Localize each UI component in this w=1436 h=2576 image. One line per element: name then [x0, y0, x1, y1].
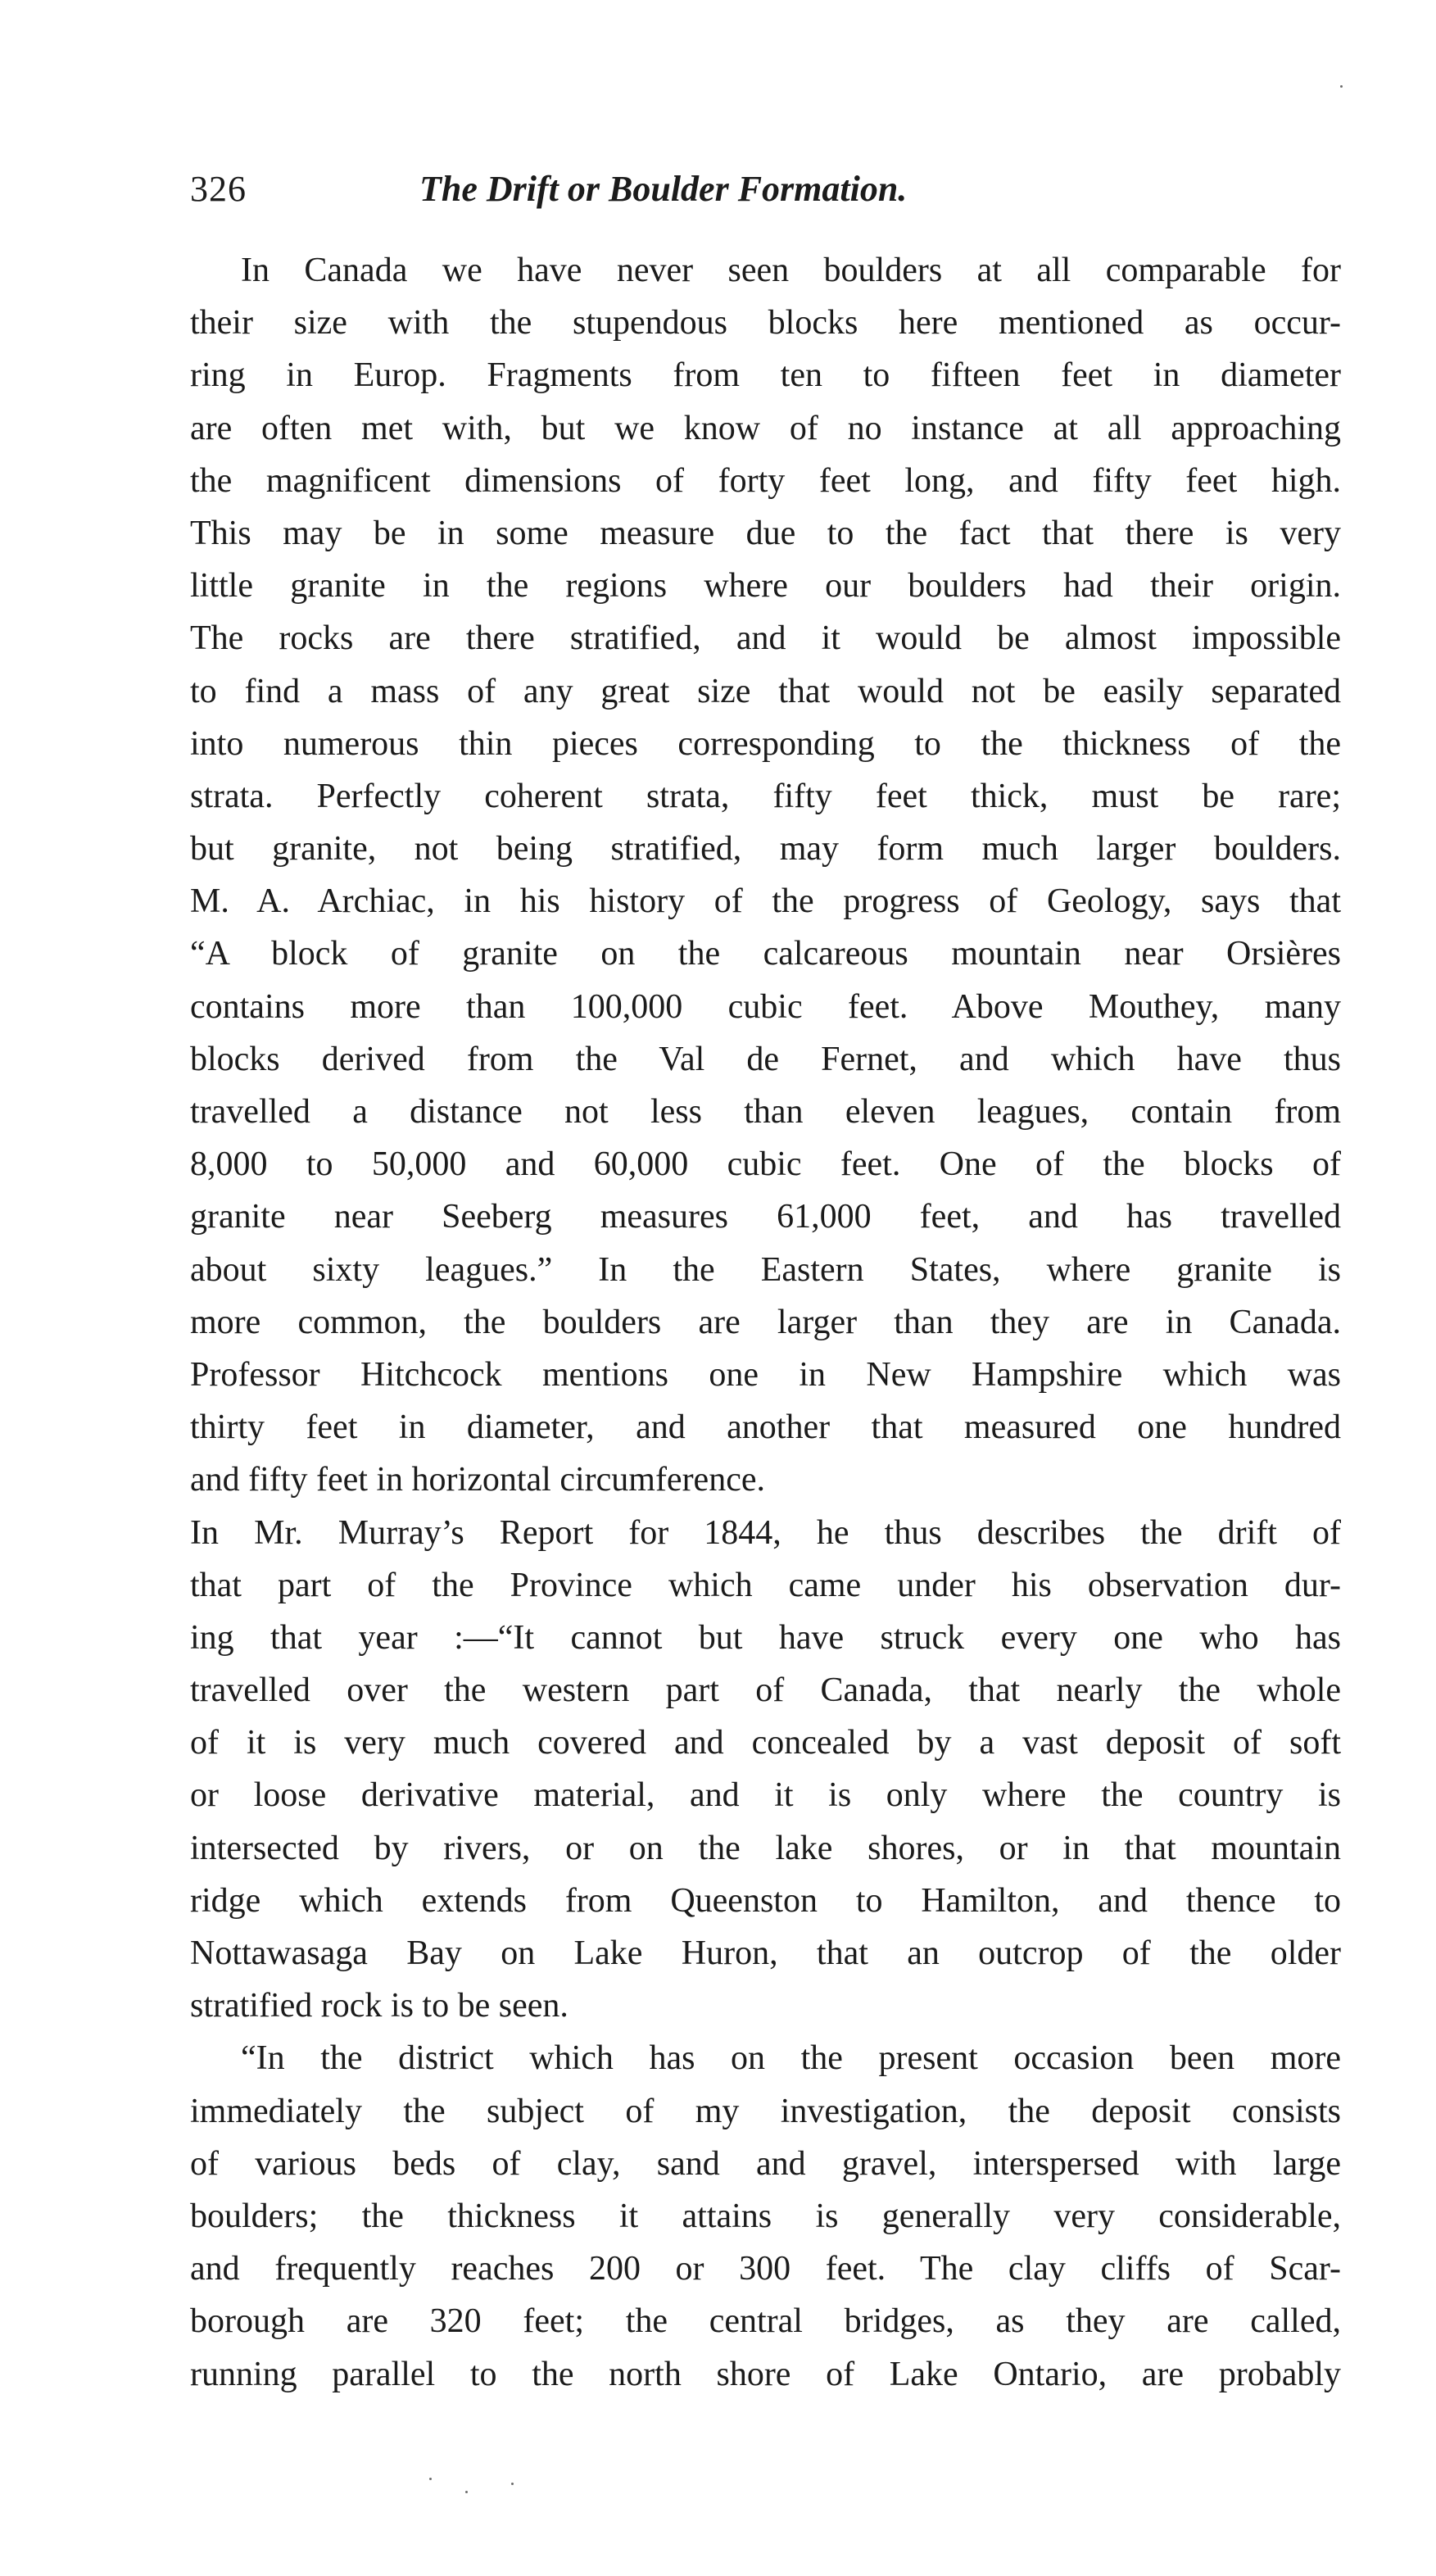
- text-line: stratified rock is to be seen.: [190, 1987, 569, 2025]
- text-line: ring in Europ. Fragments from ten to fifteen feet in diameter: [190, 356, 1341, 395]
- text-line: into numerous thin pieces corresponding to the thickness of the: [190, 724, 1341, 763]
- text-line: immediately the subject of my investigation, the deposit consists: [190, 2092, 1341, 2130]
- print-speck: [465, 2491, 468, 2493]
- text-line: 8,000 to 50,000 and 60,000 cubic feet. One of the blocks of: [190, 1145, 1341, 1184]
- text-line: to find a mass of any great size that would not be easily separated: [190, 672, 1341, 710]
- running-head: [190, 161, 1337, 218]
- text-line: the magnificent dimensions of forty feet long, and fifty feet high.: [190, 461, 1341, 500]
- text-line: of it is very much covered and concealed by a vast deposit of soft: [190, 1724, 1341, 1762]
- paragraph-murray-report: [190, 1507, 1341, 2033]
- text-line: of various beds of clay, sand and gravel, interspersed with large: [190, 2144, 1341, 2183]
- text-line: and frequently reaches 200 or 300 feet. The clay cliffs of Scar-: [190, 2250, 1341, 2288]
- paragraph-boulders-canada: [190, 244, 1341, 1507]
- text-line: travelled a distance not less than eleven leagues, contain from: [190, 1093, 1341, 1131]
- text-line: their size with the stupendous blocks here mentioned as occur-: [190, 304, 1341, 342]
- text-line: strata. Perfectly coherent strata, fifty feet thick, must be rare;: [190, 777, 1341, 815]
- text-line: boulders; the thickness it attains is generally very considerable,: [190, 2197, 1341, 2235]
- text-line: and fifty feet in horizontal circumference.: [190, 1461, 765, 1499]
- text-line: “A block of granite on the calcareous mountain near Orsières: [190, 935, 1341, 973]
- text-line: ing that year :—“It cannot but have struck every one who has: [190, 1618, 1341, 1657]
- text-line: In Mr. Murray’s Report for 1844, he thus describes the drift of: [190, 1513, 1341, 1552]
- page-title: The Drift or Boulder Formation.: [419, 169, 908, 209]
- text-line: that part of the Province which came under his observation dur-: [190, 1566, 1341, 1604]
- text-line: travelled over the western part of Canada, that nearly the whole: [190, 1671, 1341, 1710]
- print-speck: [1340, 85, 1343, 88]
- text-line: thirty feet in diameter, and another that measured one hundred: [190, 1408, 1341, 1447]
- text-line: more common, the boulders are larger than they are in Canada.: [190, 1303, 1341, 1341]
- page-number: 326: [190, 169, 247, 209]
- body-text: [190, 244, 1341, 2401]
- paragraph-district-deposit: [190, 2032, 1341, 2400]
- text-line: borough are 320 feet; the central bridges, as they are called,: [190, 2302, 1341, 2341]
- text-line: or loose derivative material, and it is only where the country is: [190, 1776, 1341, 1815]
- text-line: Nottawasaga Bay on Lake Huron, that an outcrop of the older: [190, 1934, 1341, 1972]
- text-line: are often met with, but we know of no instance at all approaching: [190, 409, 1341, 447]
- text-line: running parallel to the north shore of Lake Ontario, are probably: [190, 2355, 1341, 2393]
- text-line: contains more than 100,000 cubic feet. Above Mouthey, many: [190, 987, 1341, 1026]
- text-line: intersected by rivers, or on the lake shores, or in that mountain: [190, 1829, 1341, 1867]
- text-line: Professor Hitchcock mentions one in New Hampshire which was: [190, 1355, 1341, 1394]
- print-speck: [511, 2483, 514, 2485]
- text-line: granite near Seeberg measures 61,000 feet, and has travelled: [190, 1198, 1341, 1236]
- text-line: M. A. Archiac, in his history of the progress of Geology, says that: [190, 882, 1341, 921]
- text-line: little granite in the regions where our boulders had their origin.: [190, 567, 1341, 605]
- text-line: ridge which extends from Queenston to Hamilton, and thence to: [190, 1881, 1341, 1920]
- print-speck: [429, 2478, 432, 2480]
- text-line: about sixty leagues.” In the Eastern States, where granite is: [190, 1250, 1341, 1289]
- text-line: The rocks are there stratified, and it would be almost impossible: [190, 619, 1341, 658]
- text-line: In Canada we have never seen boulders at all comparable for: [241, 252, 1341, 289]
- text-line: “In the district which has on the present occasion been more: [241, 2039, 1341, 2078]
- text-line: but granite, not being stratified, may form much larger boulders.: [190, 830, 1341, 868]
- text-line: blocks derived from the Val de Fernet, and which have thus: [190, 1040, 1341, 1078]
- text-line: This may be in some measure due to the fact that there is very: [190, 514, 1341, 552]
